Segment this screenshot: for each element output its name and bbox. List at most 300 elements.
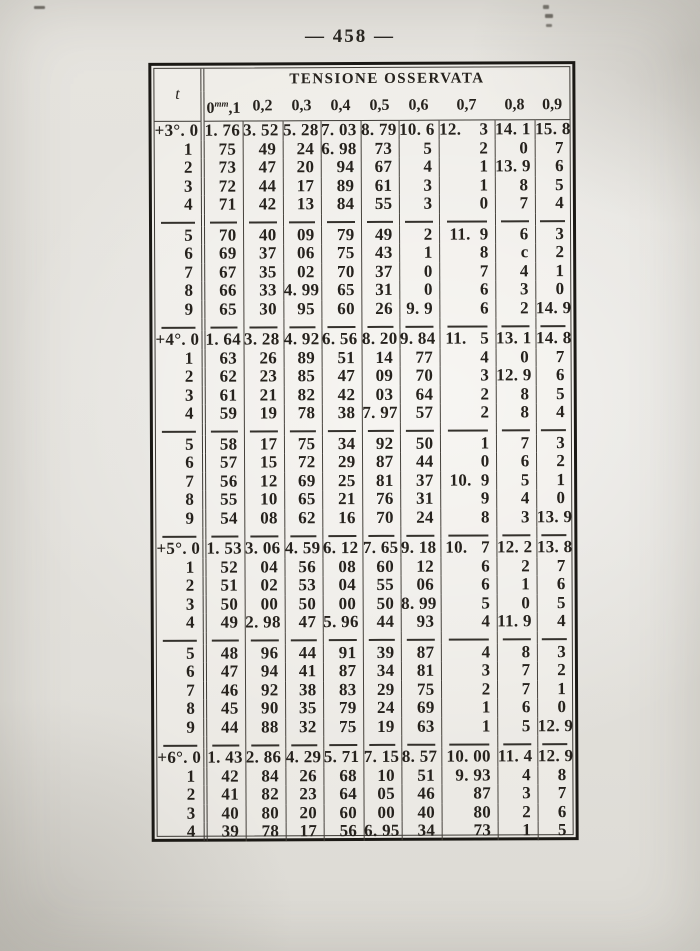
value-cell: 12. 9 (496, 367, 536, 386)
value-cell: 57 (400, 404, 440, 423)
value-cell: 38 (322, 404, 362, 423)
value-cell: 62 (284, 509, 322, 528)
value-cell: 25 (322, 472, 362, 491)
col-header-text: ,1 (228, 99, 241, 117)
value-cell: 19 (363, 718, 401, 737)
separator-cell (537, 631, 572, 643)
value-cell: 94 (321, 158, 361, 177)
scan-artifact (543, 5, 549, 9)
value-cell: 40 (402, 803, 442, 822)
value-cell: 75 (401, 680, 441, 699)
value-cell: 50 (363, 595, 401, 614)
value-cell: 47 (243, 159, 283, 178)
separator-dash (327, 221, 355, 223)
value-cell: 51 (322, 349, 362, 368)
value-cell: 7 (497, 662, 537, 681)
temperature-cell: 2 (183, 158, 193, 178)
value-cell: 7 (495, 195, 535, 214)
value-cell: 93 (401, 613, 441, 632)
temperature-cell: 2 (185, 576, 195, 596)
value-cell: 89 (284, 349, 322, 368)
value-cell: 34 (402, 822, 442, 841)
value-cell: 68 (323, 767, 363, 786)
value-cell: 6. 12 (322, 539, 362, 558)
table-row (156, 471, 571, 491)
value-cell: 3 (440, 367, 496, 386)
table-row (157, 784, 572, 804)
value-cell: 8. 99 (401, 594, 441, 613)
table-row (157, 575, 572, 595)
value-cell: 49 (205, 614, 245, 633)
value-cell: 34 (322, 435, 362, 454)
separator-dash (327, 326, 355, 328)
value-cell: 30 (243, 300, 283, 319)
separator-dash (501, 325, 529, 327)
separator-cell (496, 422, 536, 434)
value-cell: 71 (203, 196, 243, 215)
table-row (157, 661, 572, 681)
value-cell: 19 (244, 405, 284, 424)
temperature-cell: 3 (183, 176, 193, 196)
separator-dash (328, 535, 356, 537)
value-cell: 70 (321, 263, 361, 282)
separator-dash (503, 743, 531, 745)
temperature-cell: 7 (186, 680, 196, 700)
value-cell: 8 (496, 385, 536, 404)
table-row (155, 243, 570, 263)
table-row (155, 176, 570, 196)
value-cell: 5. 28 (283, 121, 321, 140)
value-cell: 70 (203, 226, 243, 245)
value-cell: 29 (322, 453, 362, 472)
value-cell: c (495, 244, 535, 263)
separator-dash (502, 534, 530, 536)
separator-cell (535, 213, 570, 225)
value-cell: 65 (284, 491, 322, 510)
temperature-cell: +4°. 0 (155, 330, 200, 350)
value-cell: 60 (324, 804, 364, 823)
value-cell: 9. 93 (441, 766, 497, 785)
table-row (157, 680, 572, 700)
value-cell: 2 (439, 139, 495, 158)
value-cell: 80 (246, 804, 286, 823)
value-cell: 10. 7 (440, 539, 496, 558)
value-cell: 5 (538, 821, 573, 840)
value-cell: 0 (440, 453, 496, 472)
separator-dash (162, 327, 195, 329)
table-row (155, 157, 570, 177)
table-row (156, 403, 571, 423)
separator-dash (329, 639, 357, 641)
separator-dash (291, 640, 318, 642)
temperature-cell: 3 (185, 594, 195, 614)
value-cell: 62 (204, 368, 244, 387)
temperature-cell: 4 (184, 404, 194, 424)
table-row (156, 452, 571, 472)
value-cell: 03 (362, 386, 400, 405)
value-cell: 5 (535, 176, 570, 195)
value-cell: 4 (537, 612, 572, 631)
table-row (155, 280, 570, 300)
value-cell: 56 (284, 558, 322, 577)
value-cell: 65 (321, 281, 361, 300)
temperature-cell: 4 (185, 613, 195, 633)
temperature-cell: 1 (186, 766, 196, 786)
value-cell: 3 (535, 225, 570, 244)
value-cell: 1 (498, 822, 538, 841)
value-cell: 0 (496, 348, 536, 367)
table-row (156, 508, 571, 528)
value-cell: 91 (323, 644, 363, 663)
value-cell: 40 (206, 804, 246, 823)
value-cell: 7 (537, 784, 572, 803)
value-cell: 2 (495, 299, 535, 318)
value-cell: 17 (283, 177, 321, 196)
value-cell: 87 (401, 643, 441, 662)
separator-dash (213, 744, 240, 746)
value-cell: 7. 15 (363, 748, 401, 767)
col-header: 0,2 (242, 91, 282, 121)
value-cell: 35 (285, 700, 323, 719)
value-cell: 6 (538, 803, 573, 822)
value-cell: 44 (243, 177, 283, 196)
temperature-cell: 5 (184, 225, 194, 245)
value-cell: 87 (323, 662, 363, 681)
temperature-cell: 7 (185, 471, 195, 491)
temperature-cell: 3 (186, 803, 196, 823)
temperature-cell: 6 (185, 453, 195, 473)
value-cell: 1 (537, 680, 572, 699)
value-cell: 66 (203, 282, 243, 301)
table-row (157, 698, 572, 718)
separator-dash (449, 743, 489, 745)
separator-dash (369, 744, 396, 746)
column-headers-row (154, 90, 569, 122)
table-row (155, 262, 570, 282)
temperature-cell: 4 (184, 195, 193, 215)
value-cell: 75 (284, 435, 322, 454)
value-cell: 39 (363, 644, 401, 663)
separator-dash (164, 745, 197, 747)
separator-dash (448, 430, 488, 432)
value-cell: 89 (321, 177, 361, 196)
value-cell: 6 (495, 225, 535, 244)
separator-dash (162, 431, 195, 433)
value-cell: 1. 43 (205, 749, 245, 768)
value-cell: 9. 84 (399, 330, 439, 349)
value-cell: 67 (203, 263, 243, 282)
value-cell: 13. 8 (536, 537, 573, 557)
page-number: — 458 — (305, 26, 395, 47)
value-cell: 75 (323, 718, 363, 737)
value-cell: 9. 18 (400, 539, 440, 558)
value-cell: 44 (205, 718, 245, 737)
separator-dash (249, 326, 277, 328)
table-row (155, 329, 570, 349)
value-cell: 31 (400, 490, 440, 509)
separator-dash (251, 744, 279, 746)
value-cell: 42 (243, 196, 283, 215)
table-title-row (154, 67, 569, 92)
value-cell: 8 (439, 244, 495, 263)
value-cell: 50 (400, 434, 440, 453)
value-cell: 1 (441, 717, 497, 736)
value-cell: 1 (439, 158, 495, 177)
value-cell: 06 (283, 245, 321, 264)
value-cell: 3. 52 (243, 121, 283, 140)
temperature-cell: 6 (184, 244, 194, 264)
value-cell: 6 (537, 575, 572, 594)
value-cell: 8 (537, 766, 572, 785)
value-cell: 3 (497, 785, 537, 804)
value-cell: 5 (537, 594, 572, 613)
value-cell: 88 (245, 718, 285, 737)
value-cell: 00 (245, 595, 285, 614)
value-cell: 02 (283, 263, 321, 282)
value-cell: 8. 57 (401, 748, 441, 767)
value-cell: 06 (401, 576, 441, 595)
temperature-cell: 8 (185, 490, 195, 510)
value-cell: 6 (536, 366, 571, 385)
value-cell: 80 (442, 803, 498, 822)
value-cell: 5. 96 (323, 613, 363, 632)
separator-dash (211, 431, 238, 433)
value-cell: 35 (243, 263, 283, 282)
value-cell: 7 (536, 557, 571, 576)
value-cell: 6. 98 (321, 140, 361, 159)
temperature-cell: 6 (186, 662, 196, 682)
value-cell: 8 (495, 176, 535, 195)
value-cell: 02 (245, 577, 285, 596)
value-cell: 7. 97 (362, 404, 400, 423)
temperature-cell: +3°. 0 (154, 121, 199, 141)
value-cell: 7. 03 (321, 121, 361, 140)
value-cell: 26 (244, 349, 284, 368)
value-cell: 87 (362, 453, 400, 472)
separator-dash (249, 222, 277, 224)
separator-dash (368, 535, 395, 537)
value-cell: 16 (322, 509, 362, 528)
tension-observed-table (154, 67, 572, 842)
scan-artifact (545, 14, 553, 18)
value-cell: 81 (362, 472, 400, 491)
value-cell: 75 (321, 244, 361, 263)
value-cell: 6. 95 (364, 822, 402, 841)
value-cell: 2. 86 (245, 749, 285, 768)
table-title: TENSIONE OSSERVATA (202, 67, 569, 92)
value-cell: 42 (322, 386, 362, 405)
value-cell: 17 (286, 823, 324, 842)
value-cell: 63 (401, 717, 441, 736)
value-cell: 87 (441, 785, 497, 804)
separator-cell (156, 424, 204, 436)
value-cell: 61 (204, 386, 244, 405)
separator-dash (212, 640, 239, 642)
value-cell: 9 (440, 490, 496, 509)
table-row (156, 385, 571, 405)
value-cell: 08 (322, 558, 362, 577)
separator-dash (210, 222, 237, 224)
value-cell: 10 (244, 491, 284, 510)
value-cell: 14. 8 (535, 328, 572, 348)
value-cell: 11. 5 (439, 330, 495, 349)
separator-dash (367, 326, 394, 328)
value-cell: 46 (205, 681, 245, 700)
separator-dash (328, 430, 356, 432)
value-cell: 24 (363, 699, 401, 718)
separator-dash (290, 535, 317, 537)
value-cell: 79 (323, 699, 363, 718)
value-cell: 1. 76 (203, 121, 243, 140)
value-cell: 63 (204, 349, 244, 368)
scan-artifact (34, 6, 45, 9)
tension-table-frame (148, 61, 578, 842)
value-cell: 09 (283, 226, 321, 245)
temperature-cell: 2 (186, 785, 196, 805)
value-cell: 54 (204, 509, 244, 528)
value-cell: 0 (399, 262, 439, 281)
value-cell: 52 (204, 558, 244, 577)
value-cell: 59 (204, 405, 244, 424)
separator-dash (501, 221, 529, 223)
temperature-cell: 4 (186, 822, 196, 842)
table-row (155, 299, 570, 319)
value-cell: 50 (205, 595, 245, 614)
value-cell: 70 (400, 367, 440, 386)
table-row (157, 747, 572, 767)
value-cell: 49 (361, 226, 399, 245)
table-body (155, 120, 573, 842)
tension-table-inner-border (153, 66, 574, 842)
value-cell: 64 (323, 785, 363, 804)
value-cell: 11. 9 (439, 225, 495, 244)
separator-dash (289, 222, 316, 224)
value-cell: 8. 20 (361, 330, 399, 349)
value-cell: 8 (440, 508, 496, 527)
value-cell: 6 (496, 453, 536, 472)
separator-dash (542, 638, 567, 640)
value-cell: 11. 9 (497, 613, 537, 632)
value-cell: 92 (245, 681, 285, 700)
value-cell: 2 (440, 404, 496, 423)
value-cell: 5 (536, 385, 571, 404)
col-header-0mm1 (202, 92, 242, 122)
separator-dash (541, 325, 566, 327)
value-cell: 15. 8 (535, 119, 571, 139)
value-cell: 85 (284, 368, 322, 387)
value-cell: 3. 28 (243, 331, 283, 350)
value-cell: 83 (323, 681, 363, 700)
table-row (156, 434, 571, 454)
temperature-cell: 9 (184, 299, 194, 319)
value-cell: 3 (536, 434, 571, 453)
value-cell: 7. 65 (362, 539, 400, 558)
temperature-cell: 1 (183, 139, 193, 159)
separator-dash (449, 534, 489, 536)
separator-dash (250, 431, 278, 433)
separator-dash (291, 744, 318, 746)
value-cell: 45 (205, 700, 245, 719)
temperature-cell: 9 (186, 717, 196, 737)
temperature-cell: 1 (184, 348, 194, 368)
value-cell: 17 (244, 435, 284, 454)
value-cell: 14 (362, 349, 400, 368)
value-cell: 2 (498, 803, 538, 822)
value-cell: 21 (244, 386, 284, 405)
value-cell: 2 (536, 452, 571, 471)
table-row (157, 643, 572, 663)
value-cell: 0 (535, 280, 570, 299)
value-cell: 5 (496, 471, 536, 490)
col-header: 0,5 (360, 91, 398, 121)
separator-dash (212, 535, 239, 537)
value-cell: 48 (205, 644, 245, 663)
value-cell: 7 (439, 262, 495, 281)
value-cell: 6 (439, 281, 495, 300)
value-cell: 4. 59 (284, 540, 322, 559)
value-cell: 8. 79 (361, 121, 399, 140)
separator-dash (289, 326, 316, 328)
value-cell: 37 (361, 263, 399, 282)
value-cell: 1 (439, 176, 495, 195)
value-cell: 04 (244, 558, 284, 577)
value-cell: 3 (537, 643, 572, 662)
value-cell: 4. 99 (283, 282, 321, 301)
value-cell: 2 (537, 661, 572, 680)
value-cell: 26 (285, 767, 323, 786)
value-cell: 08 (244, 509, 284, 528)
separator-dash (406, 535, 434, 537)
value-cell: 5 (399, 139, 439, 158)
value-cell: 2 (496, 557, 536, 576)
value-cell: 05 (363, 785, 401, 804)
value-cell: 09 (362, 367, 400, 386)
value-cell: 78 (284, 405, 322, 424)
value-cell: 1. 53 (204, 540, 244, 559)
value-cell: 7 (496, 434, 536, 453)
value-cell: 73 (361, 140, 399, 159)
value-cell: 81 (401, 662, 441, 681)
table-row (156, 366, 571, 386)
separator-cell (536, 422, 571, 434)
value-cell: 55 (361, 195, 399, 214)
value-cell: 78 (246, 823, 286, 842)
table-row (158, 803, 573, 823)
separator-dash (407, 639, 435, 641)
value-cell: 46 (401, 785, 441, 804)
value-cell: 24 (400, 508, 440, 527)
value-cell: 10. 6 (399, 120, 439, 139)
value-cell: 96 (245, 644, 285, 663)
value-cell: 12. 2 (496, 539, 536, 558)
value-cell: 4. 29 (285, 749, 323, 768)
value-cell: 41 (285, 663, 323, 682)
value-cell: 69 (401, 699, 441, 718)
value-cell: 0 (536, 489, 571, 508)
separator-dash (211, 326, 238, 328)
value-cell: 4 (535, 194, 570, 213)
value-cell: 5 (497, 717, 537, 736)
value-cell: 11. 4 (497, 748, 537, 767)
value-cell: 44 (285, 644, 323, 663)
value-cell: 12 (244, 472, 284, 491)
value-cell: 6. 56 (321, 330, 361, 349)
value-cell: 94 (245, 663, 285, 682)
value-cell: 92 (362, 435, 400, 454)
value-cell: 10. 00 (441, 748, 497, 767)
table-row (157, 612, 572, 632)
temperature-cell: 1 (185, 557, 195, 577)
